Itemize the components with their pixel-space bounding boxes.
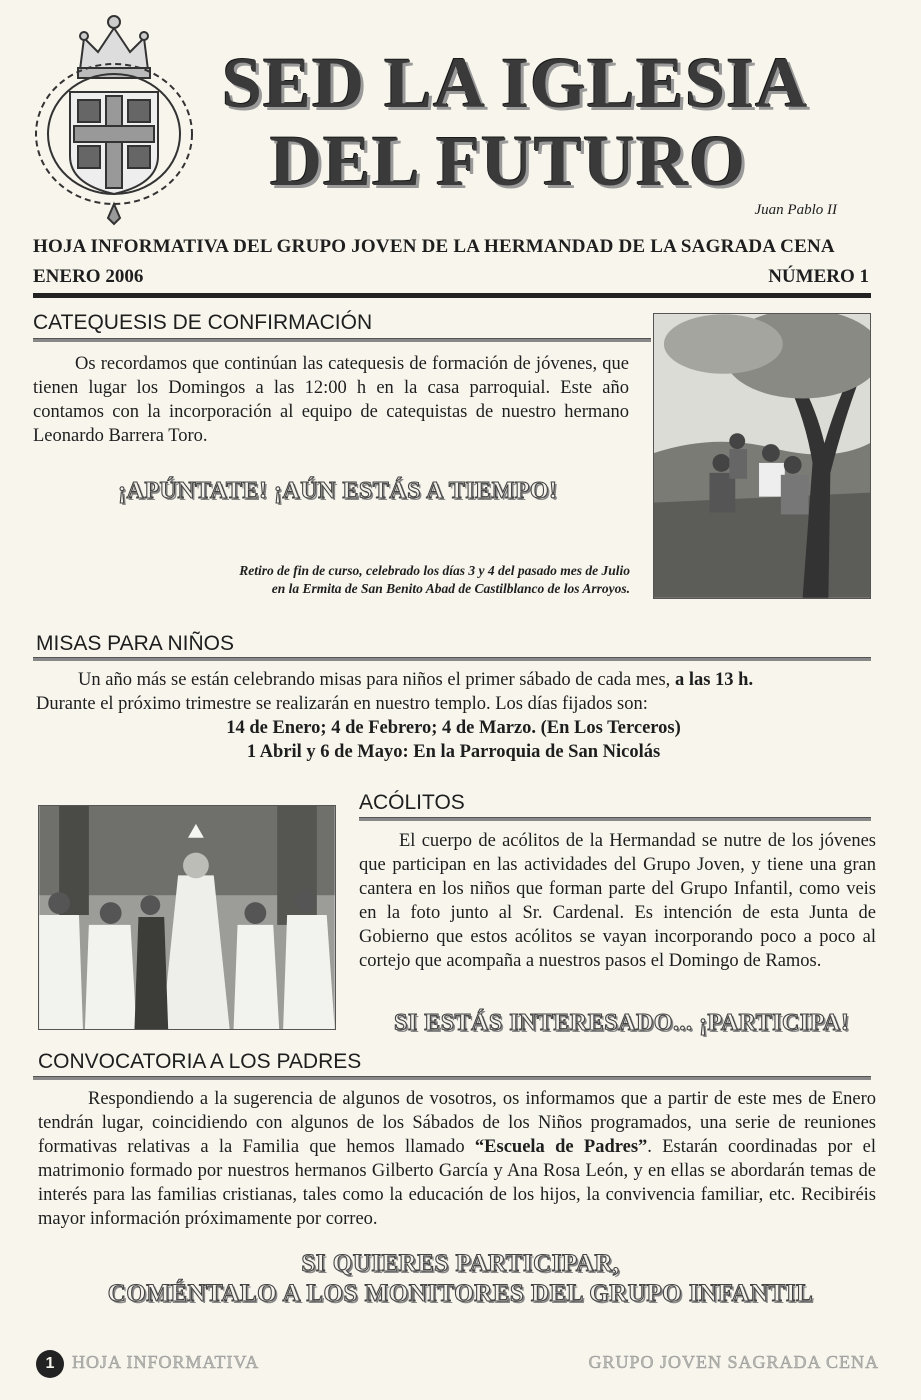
section-title-catequesis: CATEQUESIS DE CONFIRMACIÓN [33,311,373,334]
section-divider [359,817,871,821]
issue-date: ENERO 2006 [33,266,144,287]
section-title-misas: MISAS PARA NIÑOS [36,632,234,655]
section-divider [33,338,651,342]
section-title-padres: CONVOCATORIA A LOS PADRES [38,1050,362,1073]
caption-line-2: en la Ermita de San Benito Abad de Castilblanco de los Arroyos. [271,581,630,596]
retreat-photo [653,313,871,599]
padres-body [38,1087,876,1231]
quote-author: Juan Pablo II [754,202,837,218]
padres-callout-line-1: SI QUIERES PARTICIPAR, [301,1250,620,1277]
padres-body-start: Respondiendo a la sugerencia de algunos de vosotros, os informamos que a partir de este mes de Enero tendrán lugar, coincidiendo con algunos de los Sábados de los Niños programados, una serie de reuniones formativas relativas a la Familia que hemos llamado [38,1089,876,1157]
section-divider [33,657,871,661]
footer-left-text: HOJA INFORMATIVA [72,1352,260,1372]
catequesis-callout: ¡APÚNTATE! ¡AÚN ESTÁS A TIEMPO! [118,478,558,504]
escuela-de-padres: “Escuela de Padres” [474,1137,648,1157]
newsletter-subtitle: HOJA INFORMATIVA DEL GRUPO JOVEN DE LA HERMANDAD DE LA SAGRADA CENA [33,236,835,257]
acolitos-callout: SI ESTÁS INTERESADO... ¡PARTICIPA! [394,1010,850,1036]
page-number-badge: 1 [36,1350,64,1378]
acolitos-body: El cuerpo de acólitos de la Hermandad se nutre de los jóvenes que participan en las actividades del Grupo Joven, y tiene una gran cantera en los niños que forman parte del Grupo Infantil, como veis en la foto junto al Sr. Cardenal. Es intención de esta Junta de Gobierno que estos acólitos se vayan incorporando poco a poco al cortejo que acompaña a nuestros pasos el Domingo de Ramos. [359,831,876,971]
misas-dates-line-1: 14 de Enero; 4 de Febrero; 4 de Marzo. (En Los Terceros) [226,718,681,738]
misas-dates-line-2: 1 Abril y 6 de Mayo: En la Parroquia de San Nicolás [246,742,661,762]
section-divider [33,1076,871,1080]
photo-caption-retiro [60,562,630,598]
acolitos-photo [38,805,336,1030]
catequesis-body: Os recordamos que continúan las catequesis de formación de jóvenes, que tienen lugar los Domingos a las 12:00 h en la casa parroquial. Este año contamos con la incorporación al equipo de catequistas de nuestro hermano Leonardo Barrera Toro. [33,354,629,446]
misas-body-line-1 [36,668,871,692]
masthead-title-line-2: DEL FUTURO [270,121,747,201]
caption-line-1: Retiro de fin de curso, celebrado los días 3 y 4 del pasado mes de Julio [239,563,630,578]
padres-callout-line-2: COMÉNTALO A LOS MONITORES DEL GRUPO INFANTIL [107,1280,814,1307]
misas-body-line-2: Durante el próximo trimestre se realizarán en nuestro templo. Los días fijados son: [36,694,648,714]
masthead-title-line-1: SED LA IGLESIA [222,43,809,123]
issue-number: NÚMERO 1 [768,266,869,287]
padres-body-end: . Estarán coordinadas por el matrimonio formado por nuestros hermanos Gilberto García y Ana Rosa León, y en ellas se abordarán temas de interés para las familias cristianas, tales como la educación de los hijos, la convivencia familiar, etc. Recibiréis mayor información próximamente por correo. [38,1137,876,1229]
section-title-acolitos: ACÓLITOS [359,791,465,814]
footer-right-text: GRUPO JOVEN SAGRADA CENA [588,1352,879,1372]
header-divider [33,293,871,298]
misas-time: a las 13 h. [674,670,754,690]
misas-body-text: Un año más se están celebrando misas para niños el primer sábado de cada mes, [78,670,675,690]
hermandad-crest-logo [30,8,198,226]
